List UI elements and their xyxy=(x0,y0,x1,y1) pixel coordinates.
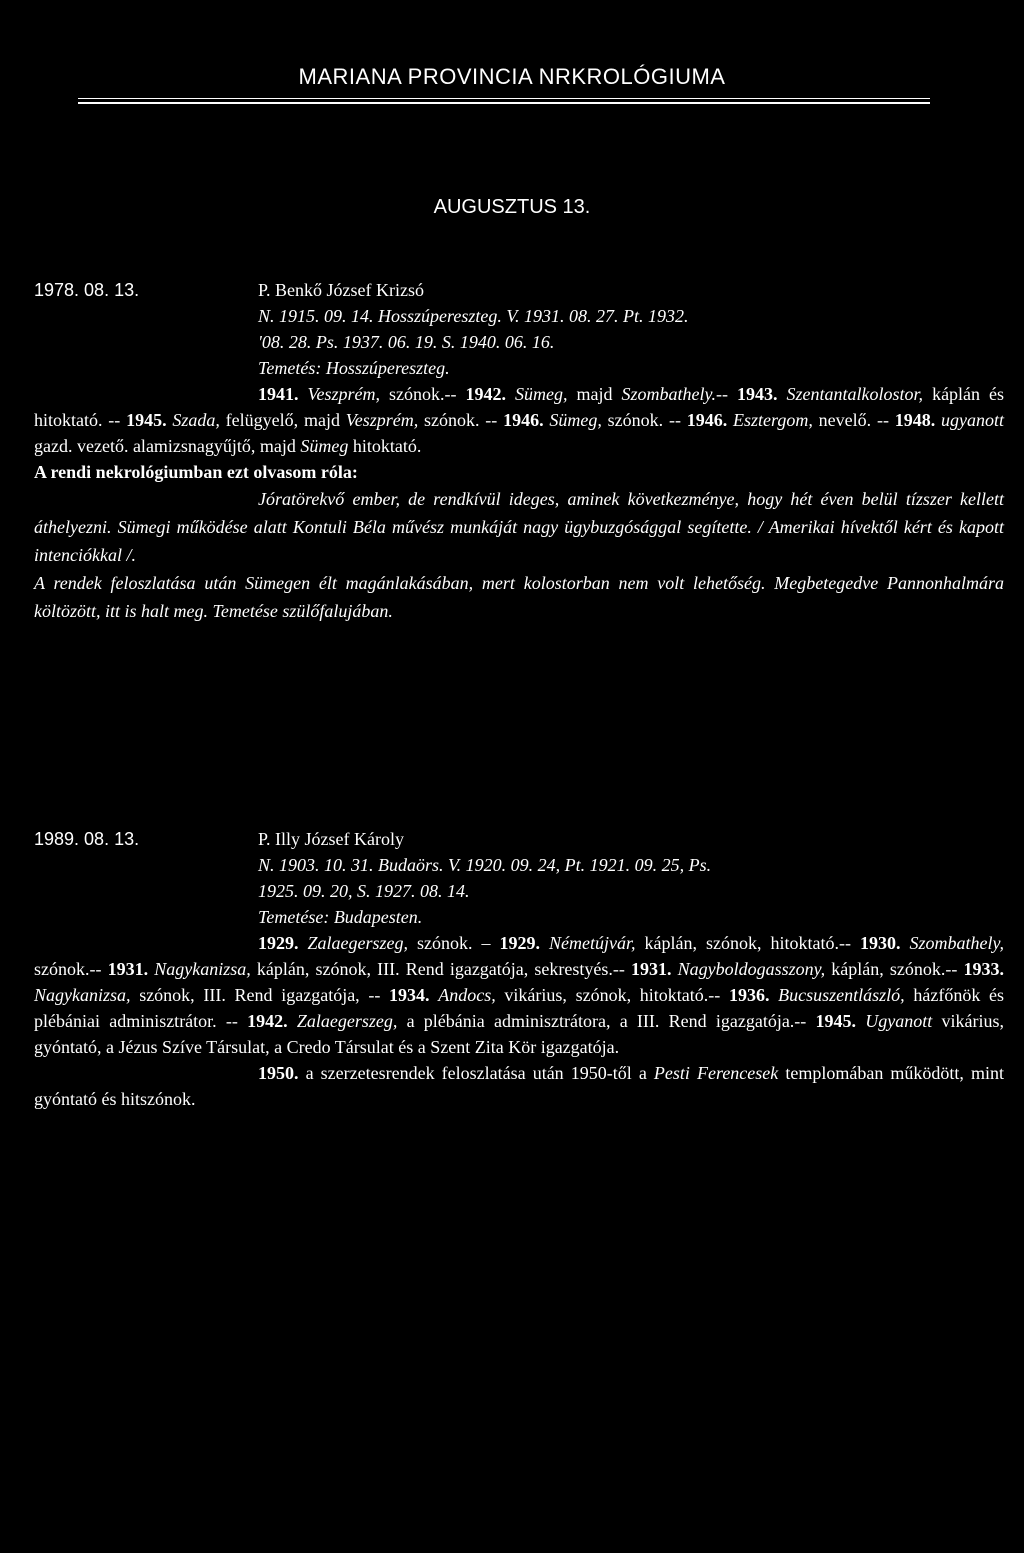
religious-name: Károly xyxy=(354,829,404,849)
closing-paragraph xyxy=(34,1060,1004,1112)
text-run: szónok. -- xyxy=(418,410,504,430)
year-mark: 1945. xyxy=(126,410,167,430)
header-rule xyxy=(78,98,930,99)
place-name: Nagyboldogasszony, xyxy=(677,959,826,979)
place-name: Szentantalkolostor, xyxy=(786,384,924,404)
death-date: 1978. 08. 13. xyxy=(34,280,140,300)
year-mark: 1930. xyxy=(860,933,901,953)
text-run: káplán, szónok, III. Rend igazgatója, sekrestyés.-- xyxy=(250,959,632,979)
text-run: majd xyxy=(567,384,622,404)
year-mark: 1943. xyxy=(737,384,778,404)
place-name: Esztergom, xyxy=(733,410,813,430)
text-run xyxy=(778,384,787,404)
text-run: szónok.-- xyxy=(34,959,108,979)
death-date: 1989. 08. 13. xyxy=(34,829,140,849)
text-run xyxy=(506,384,515,404)
place-name: Szombathely, xyxy=(909,933,1005,953)
text-run xyxy=(769,985,778,1005)
year-mark: 1936. xyxy=(728,985,770,1005)
text-run: felügyelő, majd xyxy=(219,410,346,430)
text-run: szónok.-- xyxy=(380,384,466,404)
year-mark: 1929. xyxy=(258,933,299,953)
religious-name: Krizsó xyxy=(376,280,424,300)
place-name: Andocs, xyxy=(438,985,496,1005)
year-mark: 1946. xyxy=(686,410,728,430)
place-name: Németújvár, xyxy=(549,933,636,953)
career-paragraph xyxy=(34,930,1004,1060)
career-paragraph xyxy=(34,381,1004,459)
vitals-line: '08. 28. Ps. 1937. 06. 19. S. 1940. 06. 16. xyxy=(258,332,555,352)
text-run xyxy=(540,933,549,953)
year-mark: 1931. xyxy=(107,959,149,979)
burial-line: Temetés: Hosszúpereszteg. xyxy=(258,358,450,378)
name-prefix: P. Illy József xyxy=(258,829,350,849)
place-name: Pesti Ferencesek xyxy=(653,1063,779,1083)
year-mark: 1950. xyxy=(258,1063,299,1083)
place-name: Nagykanizsa, xyxy=(154,959,251,979)
text-run: szónok. -- xyxy=(601,410,687,430)
place-name: Szada, xyxy=(172,410,220,430)
year-mark: 1929. xyxy=(499,933,541,953)
text-run xyxy=(856,1011,865,1031)
place-name: Ugyanott xyxy=(865,1011,933,1031)
year-mark: 1942. xyxy=(465,384,507,404)
text-run: káplán és hitoktató. -- xyxy=(34,384,1005,430)
place-name: Zalaegerszeg, xyxy=(296,1011,398,1031)
text-run: a plébánia adminisztrátora, a III. Rend igazgatója.-- xyxy=(397,1011,816,1031)
vitals-line: N. 1915. 09. 14. Hosszúpereszteg. V. 1931. 08. 27. Pt. 1932. xyxy=(258,306,689,326)
vitals-line: N. 1903. 10. 31. Budaörs. V. 1920. 09. 24, Pt. 1921. 09. 25, Ps. xyxy=(258,855,712,875)
text-run: házfőnök és plébániai adminisztrátor. -- xyxy=(34,985,1004,1031)
name-prefix: P. Benkő József xyxy=(258,280,372,300)
place-name: Sümeg, xyxy=(515,384,568,404)
entry-body xyxy=(34,381,1004,625)
place-name: Veszprém, xyxy=(307,384,381,404)
text-run: gazd. vezető. alamizsnagyűjtő, majd xyxy=(34,436,301,456)
text-run xyxy=(430,985,439,1005)
necrology-entry xyxy=(34,826,1004,1112)
text-run xyxy=(299,384,308,404)
year-mark: 1948. xyxy=(894,410,936,430)
place-name: Sümeg xyxy=(300,436,349,456)
text-run xyxy=(299,933,308,953)
place-name: Veszprém, xyxy=(345,410,419,430)
year-mark: 1934. xyxy=(389,985,430,1005)
quote-paragraph: Jóratörekvő ember, de rendkívül ideges, aminek következménye, hogy hét éven belül tízszer kellett áthelyezni. Sümegi működése alatt Kontuli Béla művész munkáját nagy ügybuzgósággal segítette. / Amerikai hívektől kért és kapott intenciókkal /. xyxy=(34,489,1004,565)
year-mark: 1946. xyxy=(503,410,544,430)
header-rule-double xyxy=(78,102,930,104)
place-name: Bucsuszentlászló, xyxy=(778,985,905,1005)
text-run xyxy=(901,933,910,953)
text-run: nevelő. -- xyxy=(812,410,895,430)
entry-body xyxy=(34,930,1004,1112)
text-run: vikárius, gyóntató, a Jézus Szíve Társulat, a Credo Társulat és a Szent Zita Kör igazgatója. xyxy=(34,1011,1004,1057)
vitals-line: 1925. 09. 20, S. 1927. 08. 14. xyxy=(258,881,470,901)
place-name: Szombathely. xyxy=(621,384,717,404)
year-mark: 1945. xyxy=(815,1011,857,1031)
text-run: vikárius, szónok, hitoktató.-- xyxy=(495,985,729,1005)
section-date-heading: AUGUSZTUS 13. xyxy=(433,196,591,218)
quote-paragraph: A rendek feloszlatása után Sümegen élt magánlakásában, mert kolostorban nem volt lehetőség. Megbetegedve Pannonhalmára költözött, itt is halt meg. Temetése szülőfalujában. xyxy=(34,573,1004,621)
necrology-entry xyxy=(34,277,1004,625)
text-run: a szerzetesrendek feloszlatása után 1950-től a xyxy=(298,1063,654,1083)
text-run: -- xyxy=(716,384,738,404)
page-header: MARIANA PROVINCIA NRKROLÓGIUMA xyxy=(298,64,726,89)
burial-line: Temetése: Budapesten. xyxy=(258,907,423,927)
person-name xyxy=(258,826,1004,852)
place-name: Sümeg, xyxy=(549,410,602,430)
year-mark: 1942. xyxy=(247,1011,288,1031)
text-run: káplán, szónok.-- xyxy=(825,959,964,979)
text-run: hitoktató. xyxy=(348,436,422,456)
text-run: szónok. – xyxy=(408,933,500,953)
entry-header xyxy=(258,277,1004,381)
place-name: ugyanott xyxy=(941,410,1005,430)
year-mark: 1933. xyxy=(963,959,1005,979)
person-name xyxy=(258,277,1004,303)
text-run: káplán, szónok, hitoktató.-- xyxy=(635,933,861,953)
year-mark: 1931. xyxy=(631,959,672,979)
place-name: Nagykanizsa, xyxy=(34,985,131,1005)
entry-header xyxy=(258,826,1004,930)
text-run: templomában működött, mint gyóntató és hitszónok. xyxy=(34,1063,1005,1109)
place-name: Zalaegerszeg, xyxy=(307,933,409,953)
quote-intro: A rendi nekrológiumban ezt olvasom róla: xyxy=(34,462,358,482)
text-run: szónok, III. Rend igazgatója, -- xyxy=(130,985,390,1005)
text-run xyxy=(288,1011,297,1031)
year-mark: 1941. xyxy=(258,384,299,404)
